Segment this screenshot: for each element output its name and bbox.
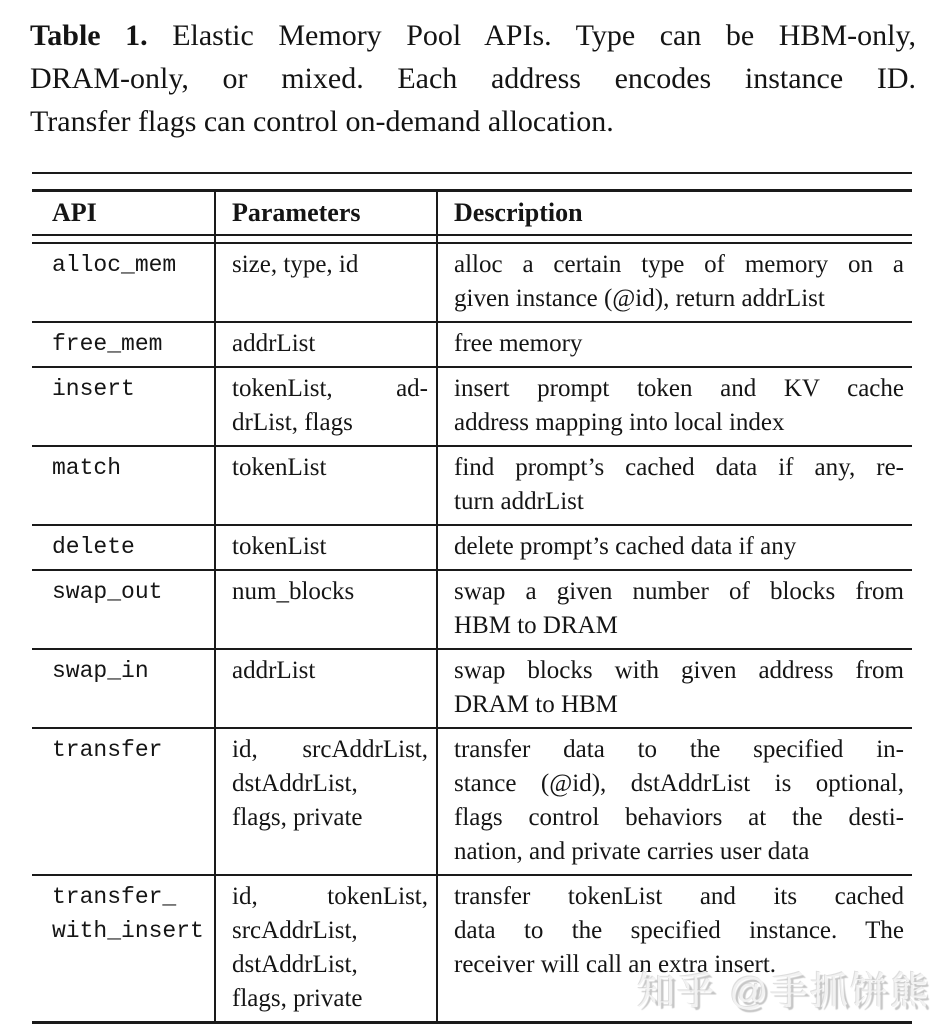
params-cell: tokenList, ad- drList, flags xyxy=(215,367,437,446)
api-cell: match xyxy=(32,446,215,525)
desc-cell: delete prompt’s cached data if any xyxy=(437,525,912,570)
params-cell: tokenList xyxy=(215,446,437,525)
api-table xyxy=(32,189,912,1024)
desc-cell: transfer data to the specified in- stance (@id), dstAddrList is optional, flags control behaviors at the desti- nation, and private carries user data xyxy=(437,728,912,875)
params-cell: size, type, id xyxy=(215,243,437,322)
params-cell: addrList xyxy=(215,322,437,367)
api-cell: swap_in xyxy=(32,649,215,728)
table-row xyxy=(32,728,912,875)
table-caption xyxy=(30,14,916,143)
caption-label: Table 1. xyxy=(30,19,148,52)
api-cell: transfer_ with_insert xyxy=(32,875,215,1023)
caption-line-3: Transfer flags can control on-demand allocation. xyxy=(30,105,614,138)
double-rule-spacer xyxy=(32,235,912,243)
table-row xyxy=(32,446,912,525)
header-api: API xyxy=(32,191,215,236)
api-cell: alloc_mem xyxy=(32,243,215,322)
params-cell: id, tokenList, srcAddrList, dstAddrList, flags, private xyxy=(215,875,437,1023)
header-parameters: Parameters xyxy=(215,191,437,236)
desc-cell: alloc a certain type of memory on a given instance (@id), return addrList xyxy=(437,243,912,322)
table-row xyxy=(32,525,912,570)
api-cell: transfer xyxy=(32,728,215,875)
desc-cell: swap a given number of blocks from HBM to DRAM xyxy=(437,570,912,649)
api-cell: insert xyxy=(32,367,215,446)
desc-cell: transfer tokenList and its cached data to the specified instance. The receiver will call an extra insert. xyxy=(437,875,912,1023)
caption-text-1: Elastic Memory Pool APIs. Type can be HBM-only, xyxy=(172,19,916,52)
table-row xyxy=(32,322,912,367)
api-cell: delete xyxy=(32,525,215,570)
desc-cell: free memory xyxy=(437,322,912,367)
header-row xyxy=(32,191,912,236)
params-cell: tokenList xyxy=(215,525,437,570)
desc-cell: insert prompt token and KV cache address mapping into local index xyxy=(437,367,912,446)
zhihu-watermark: 知乎 @手抓饼熊 xyxy=(636,971,930,1013)
caption-line-2: DRAM-only, or mixed. Each address encodes instance ID. xyxy=(30,62,916,95)
table-top-rule xyxy=(32,172,912,174)
table-row xyxy=(32,649,912,728)
params-cell: addrList xyxy=(215,649,437,728)
api-cell: free_mem xyxy=(32,322,215,367)
params-cell: num_blocks xyxy=(215,570,437,649)
params-cell: id, srcAddrList, dstAddrList, flags, private xyxy=(215,728,437,875)
api-cell: swap_out xyxy=(32,570,215,649)
desc-cell: find prompt’s cached data if any, re- turn addrList xyxy=(437,446,912,525)
table-row xyxy=(32,570,912,649)
table-row xyxy=(32,243,912,322)
caption-line-1 xyxy=(30,14,916,57)
desc-cell: swap blocks with given address from DRAM to HBM xyxy=(437,649,912,728)
table-row xyxy=(32,367,912,446)
header-description: Description xyxy=(437,191,912,236)
